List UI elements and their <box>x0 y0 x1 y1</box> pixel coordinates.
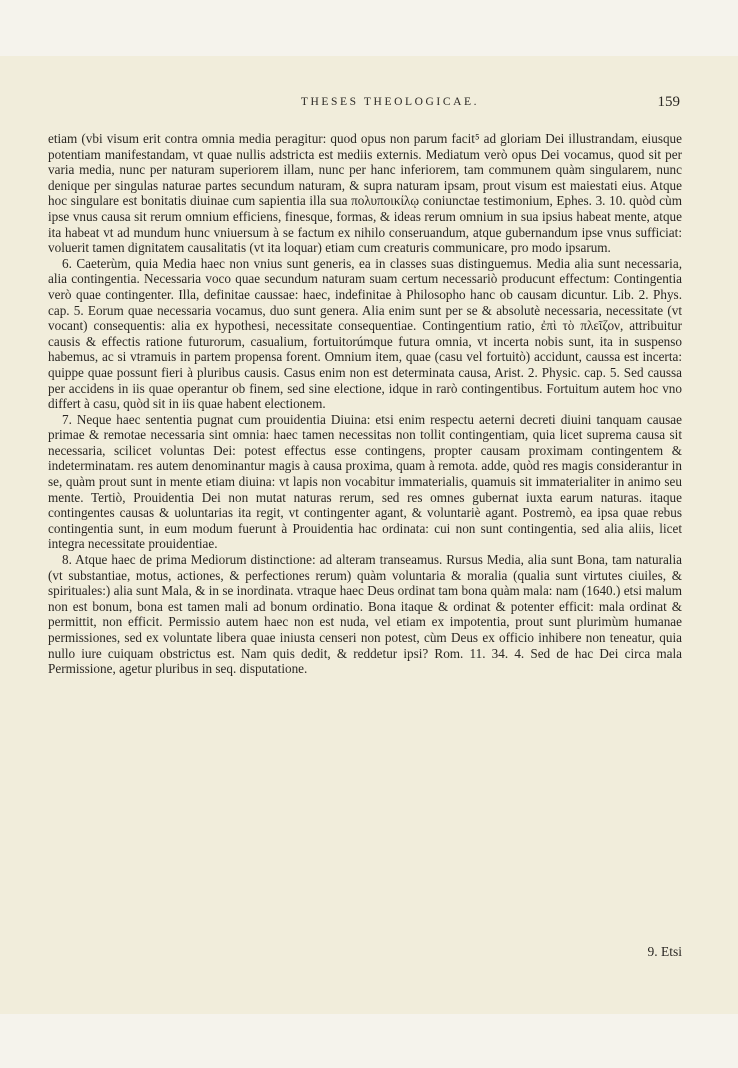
page-number: 159 <box>657 94 680 110</box>
page-header <box>100 96 680 116</box>
catchword: 9. Etsi <box>647 944 682 959</box>
paragraph: 6. Caeterùm, quia Media haec non vnius sunt generis, ea in classes suas distinguemus. Media alia sunt necessaria, alia contingentia. Necessaria voco quae secundum naturam suam certum necessariò producunt effectum: Contingentia verò quae contingenter. Illa, definitae caussae: haec, indefinitae à Philosopho hanc ob causam dicuntur. Lib. 2. Phys. cap. 5. Eorum quae necessaria vocamus, duo sunt genera. Alia enim sunt per se & absolutè necessaria, necessitate (vt vocant) consequentis: alia ex hypothesi, necessitate consequentiae. Contingentium ratio, ἐπὶ τὸ πλεῖζον, attribuitur causis & effectis ratione futurorum, casualium, fortuitorúmque futura omnia, vt incerta nobis sunt, ita in suspenso habemus, ac si vtramuis in partem propensa forent. Omnium item, quae (casu vel fortuitò) accidunt, caussa est incerta: quippe quae possunt fieri à pluribus causis. Casus enim non est determinata causa, Arist. 2. Physic. cap. 5. Sed caussa per accidens in iis quae operantur ob finem, sed sine electione, idque in rarò contingentibus. Fortuitum autem hoc vno differt à casu, quòd sit in iis quae habent electionem. <box>48 255 682 412</box>
book-page <box>0 56 738 1014</box>
page-body <box>48 131 682 677</box>
paragraph: etiam (vbi visum erit contra omnia media peragitur: quod opus non parum facit⁵ ad gloriam Dei illustrandam, eiusque potentiam manifestandam, vt quae nullis adstricta est mediis externis. Mediatum verò opus Dei vocamus, quod sit per varia media, nunc per naturam superiorem illam, nunc per hanc inferiorem, tam communem quàm singularem, nunc denique per singulas naturae partes secundum naturam, & supra naturam ipsam, prout visum est maiestati eius. Atque hoc singulare est bonitatis diuinae cum sapientia illa sua πολυποικίλῳ coniunctae testimonium, Ephes. 3. 10. quòd cùm ipse vnus causa sit rerum omnium efficiens, finesque, formas, & ideas rerum omnium in sua ipsius habeat mente, atque ita habeat vt ad mundum hunc vniuersum à se factum ex nihilo conseruandum, atque gubernandum ipse vnus sufficiat: voluerit tamen dignitatem causalitatis (vt ita loquar) etiam cum creaturis communicare, pro modo ipsarum. <box>48 131 682 256</box>
running-head: THESES THEOLOGICAE. <box>300 96 480 108</box>
paragraph: 8. Atque haec de prima Mediorum distinctione: ad alteram transeamus. Rursus Media, alia sunt Bona, tam naturalia (vt substantiae, motus, actiones, & perfectiones rerum) quàm voluntaria & moralia (qualia sunt virtutes ciuiles, & spirituales:) alia sunt Mala, & in se inordinata. vtraque haec Deus ordinat tam bona quàm mala: nam (1640.) etsi malum non est bonum, bona est tamen mali ad bonum ordinatio. Bona itaque & ordinat & potenter efficit: mala ordinat & permittit, non efficit. Permissio autem haec non est nuda, vel etiam ex impotentia, prout sunt plurimùm humanae permissiones, sed ex voluntate libera quae iniusta censeri non potest, cùm Deus ex officio inhibere non teneatur, quia nullo iure cuiquam obstrictus est. Nam quis dedit, & reddetur ipsi? Rom. 11. 34. 4. Sed de hac Dei circa mala Permissione, agetur pluribus in seq. disputatione. <box>48 552 682 677</box>
paragraph: 7. Neque haec sententia pugnat cum prouidentia Diuina: etsi enim respectu aeterni decreti diuini tanquam causae primae & remotae necessaria sint omnia: haec tamen necessitas non tollit contingentiam, quia licet suprema causa sit necessaria, scilicet voluntas Dei: potest effectus esse contingens, propter causam proximam contingentem & indeterminatam. res autem denominantur magis à causa proxima, quam à remota. adde, quòd res magis considerantur in se, quàm prout sunt in mente etiam diuina: vt lapis non vocabitur immaterialis, quamuis sit immaterialiter in animo seu mente. Tertiò, Prouidentia Dei non mutat naturas rerum, sed res omnes gubernat iuxta earum naturas. itaque contingentes causas & uoluntarias ita regit, vt contingenter agant, & voluntariè agant. Postremò, ea ipsa quae rebus contingentia sunt, in eum modum fuerunt à Prouidentia hac ordinata: cui non sunt contingentia, sed alia aliis, licet integra necessitate prouidentiae. <box>48 411 682 552</box>
